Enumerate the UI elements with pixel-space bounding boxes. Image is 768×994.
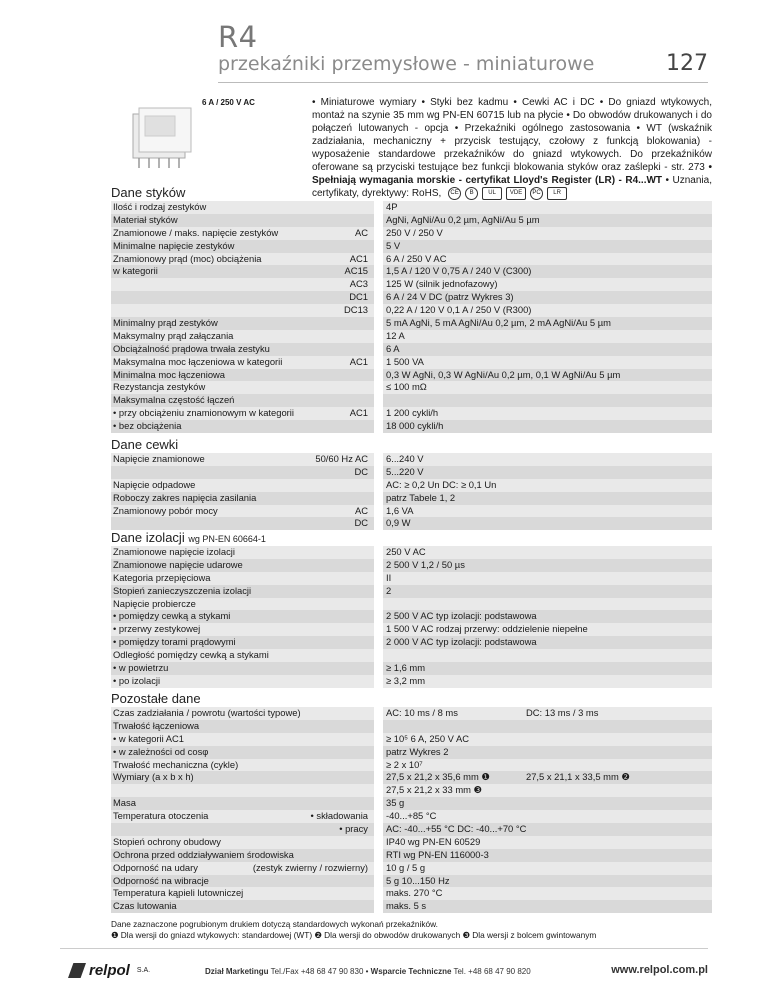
row-value: II	[383, 572, 712, 585]
row-value: 1 200 cykli/h	[383, 407, 712, 420]
row-qualifier: DC13	[344, 304, 368, 316]
row-label	[111, 823, 374, 836]
row-label: • przy obciążeniu znamionowym w kategorii	[111, 407, 374, 420]
table-row	[111, 407, 712, 420]
row-label: Napięcie odpadowe	[111, 479, 374, 492]
table-row	[111, 662, 712, 675]
table-row	[111, 862, 712, 875]
vde-mark-icon: VDE	[506, 187, 526, 200]
table-row	[111, 278, 712, 291]
table-row	[111, 636, 712, 649]
row-label: Trwałość łączeniowa	[111, 720, 374, 733]
table-row	[111, 823, 712, 836]
relpol-logo-icon	[68, 963, 86, 978]
row-qualifier: AC1	[349, 252, 368, 264]
table-row	[111, 610, 712, 623]
section-contacts: Dane styków	[111, 185, 186, 200]
row-qualifier: AC1	[349, 407, 368, 419]
table-row	[111, 849, 712, 862]
table-row	[111, 517, 712, 530]
footnote-versions: ❶ Dla wersji do gniazd wtykowych: standardowej (WT) ❷ Dla wersji do obwodów drukowanych ❸ Dla wersji z bolcem gwintowanym	[111, 930, 597, 940]
table-row	[111, 572, 712, 585]
section-insulation-standard: wg PN-EN 60664-1	[188, 534, 266, 544]
table-row	[111, 330, 712, 343]
header-title: R4	[218, 20, 258, 54]
row-value: 0,3 W AgNi, 0,3 W AgNi/Au 0,2 µm, 0,1 W AgNi/Au 5 µm	[383, 369, 712, 382]
section-other: Pozostałe dane	[111, 691, 201, 706]
row-label: • po izolacji	[111, 675, 374, 688]
table-row	[111, 505, 712, 518]
row-qualifier: DC1	[349, 291, 368, 303]
row-label: • w kategorii AC1	[111, 733, 374, 746]
row-label: Masa	[111, 797, 374, 810]
row-label: Obciążalność prądowa trwała zestyku	[111, 343, 374, 356]
row-value	[383, 394, 712, 407]
row-label: • w zależności od cosφ	[111, 746, 374, 759]
row-label	[111, 466, 374, 479]
row-label: • bez obciążenia	[111, 420, 374, 433]
row-value: 0,22 A / 120 V 0,1 A / 250 V (R300)	[383, 304, 712, 317]
row-value: 2	[383, 585, 712, 598]
table-row	[111, 746, 712, 759]
table-row	[111, 356, 712, 369]
row-value: 2 000 V AC typ izolacji: podstawowa	[383, 636, 712, 649]
intro-marine: • Spełniają wymagania morskie - certyfikat Lloyd's Register (LR) - R4...WT	[312, 162, 712, 186]
row-qualifier: AC1	[349, 355, 368, 367]
row-label: Odporność na udary	[111, 862, 374, 875]
row-value: 125 W (silnik jednofazowy)	[383, 278, 712, 291]
row-value: 18 000 cykli/h	[383, 420, 712, 433]
row-value	[383, 649, 712, 662]
row-qualifier: (zestyk zwierny / rozwierny)	[252, 861, 368, 873]
b-mark-icon: B	[465, 187, 478, 200]
row-label: Stopień ochrony obudowy	[111, 836, 374, 849]
lloyds-mark-icon: LR	[547, 187, 567, 200]
table-row	[111, 394, 712, 407]
row-value: AC: 10 ms / 8 ms	[383, 707, 712, 720]
row-value: ≥ 1,6 mm	[383, 662, 712, 675]
table-row	[111, 479, 712, 492]
contact-marketing: Tel./Fax +48 68 47 90 830 •	[270, 967, 371, 976]
row-value: ≥ 10⁵ 6 A, 250 V AC	[383, 733, 712, 746]
row-label: • przerwy zestykowej	[111, 623, 374, 636]
row-label: Czas lutowania	[111, 900, 374, 913]
row-value: 6 A / 250 V AC	[383, 253, 712, 266]
row-value: 12 A	[383, 330, 712, 343]
contact-support: Tel. +48 68 47 90 820	[453, 967, 531, 976]
table-row	[111, 201, 712, 214]
section-insulation-title: Dane izolacji	[111, 530, 185, 545]
table-row	[111, 598, 712, 611]
website-link[interactable]: www.relpol.com.pl	[611, 964, 708, 976]
intro-features: • Miniaturowe wymiary • Styki bez kadmu • Cewki AC i DC • Do gniazd wtykowych, montaż na szynie 35 mm wg PN-EN 60715 lub na płycie • Do obwodów drukowanych i do połączeń lutowanych - opcja • Przekaźniki ogólnego zastosowania • WT (wskaźnik zadziałania, mechaniczny + przycisk testujący, czołowy z funkcją blokowania) - wyposażenie standardowe przekaźników do gniazd wtykowych. Do przekaźników oferowane są przyciski testujące bez funkcji blokowania styków oraz zaślepki - str. 273	[312, 97, 712, 173]
row-value-alt: 27,5 x 21,1 x 33,5 mm ❷	[526, 771, 630, 783]
pc-mark-icon: PC	[530, 187, 543, 200]
row-value: ≥ 2 x 10⁷	[383, 759, 712, 772]
footer-contact	[205, 967, 531, 976]
row-value: 1 500 VA	[383, 356, 712, 369]
table-row	[111, 836, 712, 849]
row-qualifier: • pracy	[339, 823, 368, 835]
row-value: ≤ 100 mΩ	[383, 381, 712, 394]
table-row	[111, 291, 712, 304]
section-insulation	[111, 530, 266, 545]
row-value: patrz Wykres 2	[383, 746, 712, 759]
row-label: Znamionowe napięcie izolacji	[111, 546, 374, 559]
row-qualifier: AC	[354, 504, 368, 516]
row-qualifier: AC3	[349, 278, 368, 290]
row-label	[111, 278, 374, 291]
row-value-alt: DC: 13 ms / 3 ms	[526, 707, 599, 718]
relpol-logo	[68, 962, 150, 979]
footnote	[111, 919, 712, 941]
row-value: 5 mA AgNi, 5 mA AgNi/Au 0,2 µm, 2 mA AgNi/Au 5 µm	[383, 317, 712, 330]
row-label: Ilość i rodzaj zestyków	[111, 201, 374, 214]
row-label: Minimalna moc łączeniowa	[111, 369, 374, 382]
table-row	[111, 343, 712, 356]
row-value: 2 500 V AC typ izolacji: podstawowa	[383, 610, 712, 623]
row-value: 1,6 VA	[383, 505, 712, 518]
row-label: Rezystancja zestyków	[111, 381, 374, 394]
table-row	[111, 759, 712, 772]
header-subtitle: przekaźniki przemysłowe - miniaturowe	[218, 53, 595, 75]
table-row	[111, 733, 712, 746]
row-value: 0,9 W	[383, 517, 712, 530]
row-label: Odporność na wibracje	[111, 875, 374, 888]
row-value: 1,5 A / 120 V 0,75 A / 240 V (C300)	[383, 265, 712, 278]
row-value: 6 A / 24 V DC (patrz Wykres 3)	[383, 291, 712, 304]
section-coil: Dane cewki	[111, 437, 179, 452]
row-value: 27,5 x 21,2 x 35,6 mm ❶	[383, 771, 712, 784]
dept-support: Wsparcie Techniczne	[370, 967, 452, 976]
brand-suffix: S.A.	[136, 967, 151, 974]
row-label: Maksymalna częstość łączeń	[111, 394, 374, 407]
row-label: Czas zadziałania / powrotu (wartości typowe)	[111, 707, 374, 720]
relay-product-image	[125, 100, 205, 175]
row-label: Znamionowe / maks. napięcie zestyków	[111, 227, 374, 240]
table-row	[111, 797, 712, 810]
table-row	[111, 623, 712, 636]
cert-marks	[448, 187, 567, 200]
header-rule	[218, 82, 708, 83]
row-label: Napięcie probiercze	[111, 598, 374, 611]
row-label: Znamionowy pobór mocy	[111, 505, 374, 518]
table-row	[111, 875, 712, 888]
row-value: patrz Tabele 1, 2	[383, 492, 712, 505]
row-value: 250 V AC	[383, 546, 712, 559]
row-label: Napięcie znamionowe	[111, 453, 374, 466]
row-value: RTI wg PN-EN 116000-3	[383, 849, 712, 862]
table-row	[111, 381, 712, 394]
row-qualifier: AC	[354, 226, 368, 238]
row-label: Minimalne napięcie zestyków	[111, 240, 374, 253]
row-label: • pomiędzy torami prądowymi	[111, 636, 374, 649]
table-row	[111, 720, 712, 733]
table-row	[111, 214, 712, 227]
row-value: 5 g 10...150 Hz	[383, 875, 712, 888]
table-row	[111, 420, 712, 433]
intro-certs-label: • Uznania, certyfikaty, dyrektywy: RoHS,	[312, 175, 712, 200]
row-label: Odległość pomiędzy cewką a stykami	[111, 649, 374, 662]
table-row	[111, 453, 712, 466]
row-label: w kategorii	[111, 265, 374, 278]
row-label	[111, 304, 374, 317]
row-label: Materiał styków	[111, 214, 374, 227]
row-value: maks. 5 s	[383, 900, 712, 913]
dept-marketing: Dział Marketingu	[205, 967, 269, 976]
row-value: 6 A	[383, 343, 712, 356]
table-row	[111, 810, 712, 823]
table-row	[111, 240, 712, 253]
insulation-table	[111, 546, 712, 688]
row-label: • w powietrzu	[111, 662, 374, 675]
table-row	[111, 559, 712, 572]
row-label	[111, 784, 374, 797]
row-label: Temperatura kąpieli lutowniczej	[111, 887, 374, 900]
row-value: 35 g	[383, 797, 712, 810]
row-label: Wymiary (a x b x h)	[111, 771, 374, 784]
row-label: Znamionowy prąd (moc) obciążenia	[111, 253, 374, 266]
row-value: 2 500 V 1,2 / 50 µs	[383, 559, 712, 572]
footer-rule	[60, 948, 708, 949]
row-value: 5 V	[383, 240, 712, 253]
row-label: Minimalny prąd zestyków	[111, 317, 374, 330]
row-value: AC: -40...+55 °C DC: -40...+70 °C	[383, 823, 712, 836]
row-label: Znamionowe napięcie udarowe	[111, 559, 374, 572]
row-label	[111, 517, 374, 530]
row-value	[383, 720, 712, 733]
row-value	[383, 598, 712, 611]
row-label: Ochrona przed oddziaływaniem środowiska	[111, 849, 374, 862]
row-value: ≥ 3,2 mm	[383, 675, 712, 688]
row-label: Trwałość mechaniczna (cykle)	[111, 759, 374, 772]
row-label: Maksymalny prąd załączania	[111, 330, 374, 343]
row-qualifier: • składowania	[310, 810, 368, 822]
ul-mark-icon: UL	[482, 187, 502, 200]
row-value: 250 V / 250 V	[383, 227, 712, 240]
row-qualifier: DC	[354, 517, 368, 529]
row-label: Maksymalna moc łączeniowa w kategorii	[111, 356, 374, 369]
row-value: 1 500 V AC rodzaj przerwy: oddzielenie niepełne	[383, 623, 712, 636]
table-row	[111, 707, 712, 720]
row-value: maks. 270 °C	[383, 887, 712, 900]
ce-mark-icon: CE	[448, 187, 461, 200]
table-row	[111, 265, 712, 278]
product-rating: 6 A / 250 V AC	[202, 98, 255, 107]
brand-name: relpol	[89, 962, 130, 979]
footnote-bold: Dane zaznaczone pogrubionym drukiem dotyczą standardowych wykonań przekaźników.	[111, 919, 438, 929]
row-label: Roboczy zakres napięcia zasilania	[111, 492, 374, 505]
intro-text	[312, 96, 712, 200]
table-row	[111, 304, 712, 317]
row-label: • pomiędzy cewką a stykami	[111, 610, 374, 623]
row-value: 6...240 V	[383, 453, 712, 466]
row-label: Stopień zanieczyszczenia izolacji	[111, 585, 374, 598]
row-value: 5...220 V	[383, 466, 712, 479]
row-value: 27,5 x 21,2 x 33 mm ❸	[383, 784, 712, 797]
row-value: 4P	[383, 201, 712, 214]
row-value: -40...+85 °C	[383, 810, 712, 823]
row-value: IP40 wg PN-EN 60529	[383, 836, 712, 849]
row-value: 10 g / 5 g	[383, 862, 712, 875]
contacts-table	[111, 201, 712, 433]
table-row	[111, 546, 712, 559]
table-row	[111, 675, 712, 688]
row-value: AC: ≥ 0,2 Un DC: ≥ 0,1 Un	[383, 479, 712, 492]
table-row	[111, 492, 712, 505]
other-table	[111, 707, 712, 913]
table-row	[111, 466, 712, 479]
row-qualifier: 50/60 Hz AC	[315, 453, 368, 464]
table-row	[111, 585, 712, 598]
row-qualifier: DC	[354, 465, 368, 477]
row-value: AgNi, AgNi/Au 0,2 µm, AgNi/Au 5 µm	[383, 214, 712, 227]
table-row	[111, 784, 712, 797]
table-row	[111, 771, 712, 784]
table-row	[111, 369, 712, 382]
row-label	[111, 291, 374, 304]
row-label: Temperatura otoczenia	[111, 810, 374, 823]
table-row	[111, 887, 712, 900]
row-label: Kategoria przepięciowa	[111, 572, 374, 585]
table-row	[111, 900, 712, 913]
table-row	[111, 649, 712, 662]
page-number: 127	[666, 51, 708, 76]
coil-table	[111, 453, 712, 530]
table-row	[111, 253, 712, 266]
table-row	[111, 227, 712, 240]
row-qualifier: AC15	[344, 265, 368, 277]
table-row	[111, 317, 712, 330]
